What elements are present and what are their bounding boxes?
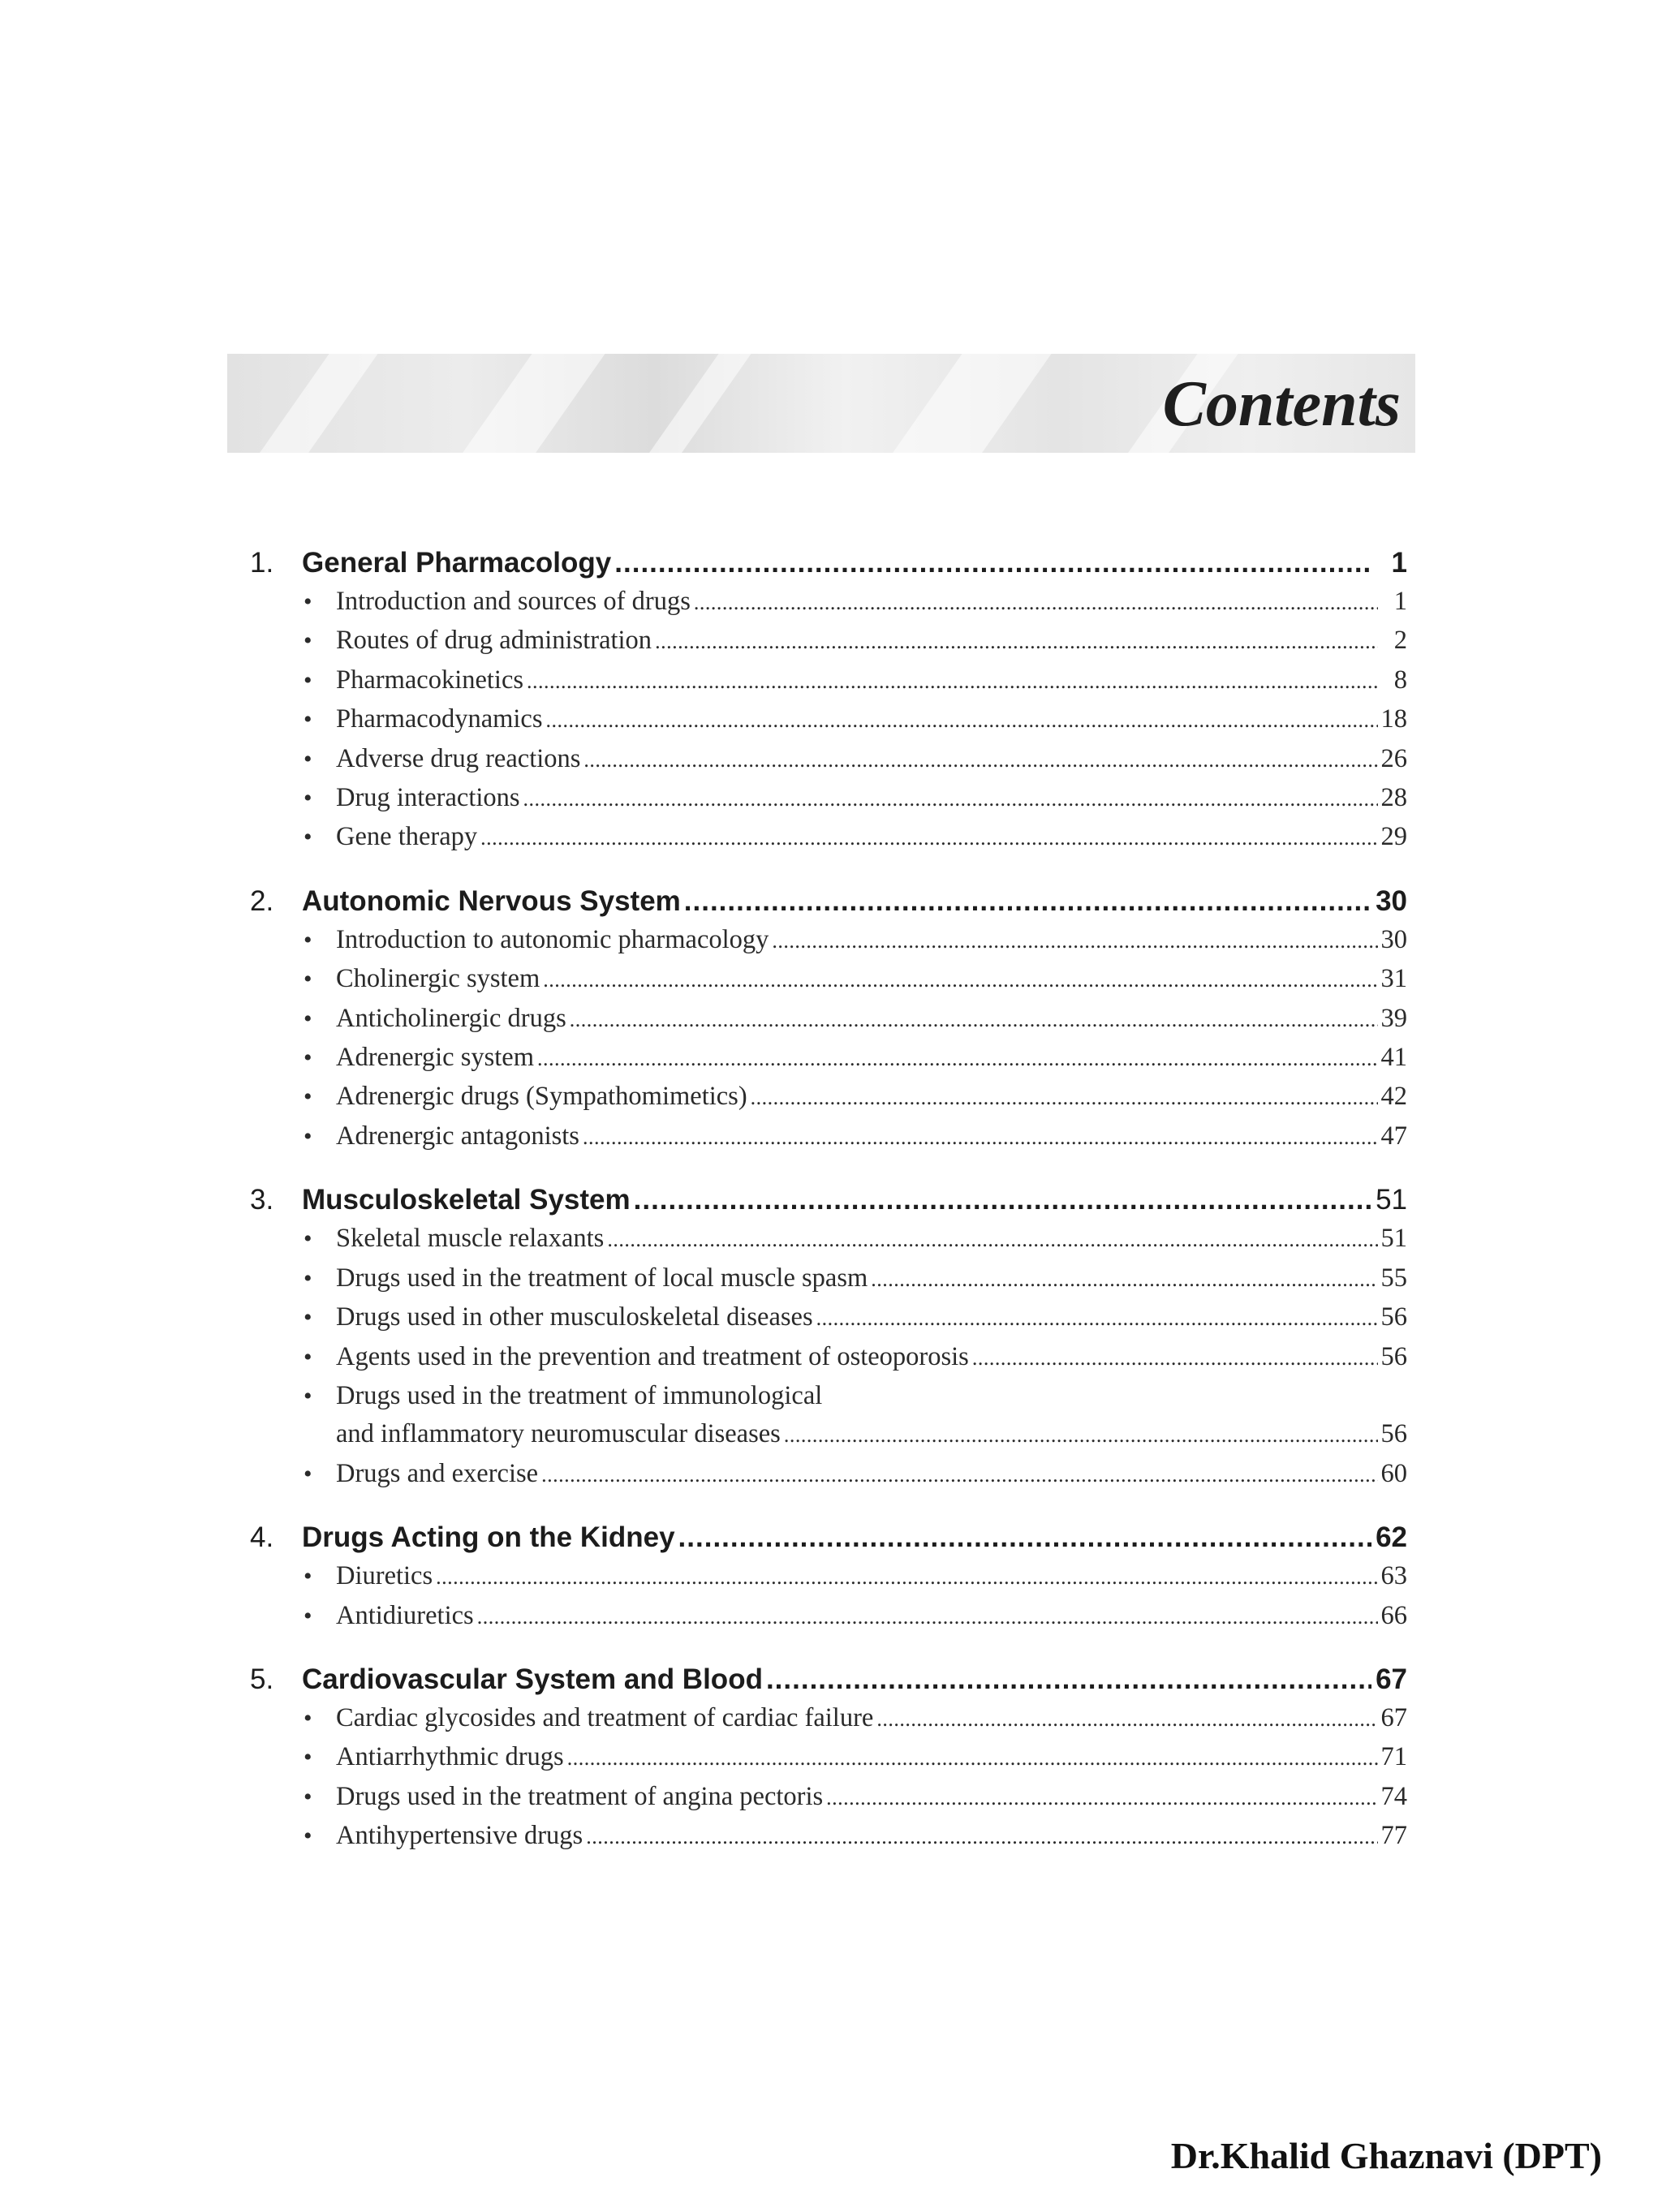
item-page-number: 71 — [1380, 1742, 1407, 1772]
item-page-number: 74 — [1380, 1781, 1407, 1811]
leader-dots — [816, 1298, 1378, 1337]
item-page-number: 2 — [1393, 626, 1407, 656]
leader-dots — [543, 960, 1377, 999]
toc-item[interactable] — [250, 921, 1407, 960]
item-title: Introduction to autonomic pharmacology — [336, 924, 769, 954]
leader-dots — [523, 779, 1378, 818]
chapter-page-number: 30 — [1376, 884, 1407, 917]
leader-dots — [607, 1220, 1377, 1259]
item-page-number: 56 — [1380, 1341, 1407, 1371]
item-page-number: 28 — [1380, 783, 1407, 813]
item-title: Pharmacokinetics — [336, 665, 524, 695]
toc-item[interactable] — [250, 1078, 1407, 1117]
table-of-contents — [250, 544, 1407, 1881]
item-page-number: 63 — [1380, 1561, 1407, 1591]
bullet-icon: • — [304, 785, 312, 812]
bullet-icon: • — [304, 966, 312, 993]
item-page-number: 29 — [1380, 822, 1407, 852]
item-page-number: 30 — [1380, 924, 1407, 954]
bullet-icon: • — [304, 1044, 312, 1072]
chapter-heading[interactable] — [250, 1181, 1407, 1220]
chapter-title: Autonomic Nervous System — [302, 884, 681, 917]
toc-item[interactable] — [250, 1377, 1407, 1415]
leader-dots — [586, 1817, 1377, 1856]
chapter-title: Musculoskeletal System — [302, 1184, 631, 1216]
chapter-heading[interactable] — [250, 544, 1407, 583]
item-title: Adrenergic drugs (Sympathomimetics) — [336, 1082, 747, 1112]
toc-item[interactable] — [250, 818, 1407, 857]
item-title: Drugs used in other musculoskeletal diseases — [336, 1302, 813, 1332]
chapter-heading[interactable] — [250, 1518, 1407, 1557]
toc-item[interactable] — [250, 1778, 1407, 1817]
toc-item[interactable] — [250, 661, 1407, 700]
toc-item[interactable] — [250, 583, 1407, 622]
toc-item[interactable] — [250, 1338, 1407, 1377]
toc-item[interactable] — [250, 1817, 1407, 1856]
item-title: Drugs used in the treatment of angina pectoris — [336, 1781, 824, 1811]
bullet-icon: • — [304, 1563, 312, 1590]
item-title: Adrenergic antagonists — [336, 1121, 579, 1151]
bullet-icon: • — [304, 1744, 312, 1771]
contents-banner — [227, 354, 1415, 453]
leader-dots — [583, 1117, 1378, 1156]
leader-dots — [876, 1699, 1377, 1738]
chapter-page-number: 1 — [1391, 547, 1407, 579]
toc-item[interactable] — [250, 779, 1407, 818]
bullet-icon: • — [304, 926, 312, 953]
banner-streak — [876, 354, 1062, 453]
item-page-number: 60 — [1380, 1458, 1407, 1488]
chapter-heading[interactable] — [250, 882, 1407, 921]
item-title: Antiarrhythmic drugs — [336, 1742, 564, 1772]
item-title: Skeletal muscle relaxants — [336, 1224, 605, 1254]
toc-chapter — [250, 882, 1407, 1156]
item-title: Diuretics — [336, 1561, 433, 1591]
banner-streak — [446, 354, 616, 453]
toc-item-continuation[interactable] — [250, 1415, 1407, 1454]
bullet-icon: • — [304, 1343, 312, 1371]
bullet-icon: • — [304, 1005, 312, 1032]
leader-dots — [537, 1039, 1378, 1078]
toc-item[interactable] — [250, 1000, 1407, 1039]
toc-item[interactable] — [250, 740, 1407, 779]
chapter-item-list — [250, 1699, 1407, 1857]
item-page-number: 47 — [1380, 1121, 1407, 1151]
toc-item[interactable] — [250, 1117, 1407, 1156]
chapter-title: Drugs Acting on the Kidney — [302, 1521, 675, 1554]
leader-dots — [694, 583, 1378, 622]
leader-dots — [751, 1078, 1378, 1117]
bullet-icon: • — [304, 745, 312, 772]
item-title: Drug interactions — [336, 783, 520, 813]
item-title: Antidiuretics — [336, 1600, 474, 1630]
leader-dots — [972, 1338, 1378, 1377]
item-page-number: 55 — [1380, 1263, 1407, 1293]
leader-dots — [546, 700, 1378, 739]
item-title: Routes of drug administration — [336, 626, 652, 656]
author-signature: Dr.Khalid Ghaznavi (DPT) — [1170, 2135, 1602, 2176]
leader-dots — [614, 544, 1371, 583]
bullet-icon: • — [304, 706, 312, 734]
chapter-item-list — [250, 921, 1407, 1156]
bullet-icon: • — [304, 627, 312, 655]
item-title: Pharmacodynamics — [336, 704, 543, 734]
bullet-icon: • — [304, 666, 312, 694]
toc-item[interactable] — [250, 1738, 1407, 1777]
toc-item[interactable] — [250, 960, 1407, 999]
bullet-icon: • — [304, 1382, 312, 1409]
bullet-icon: • — [304, 1225, 312, 1253]
item-title: Introduction and sources of drugs — [336, 587, 691, 616]
toc-item[interactable] — [250, 1699, 1407, 1738]
leader-dots — [527, 661, 1378, 700]
item-page-number: 51 — [1380, 1224, 1407, 1254]
toc-chapter — [250, 1660, 1407, 1857]
chapter-title: General Pharmacology — [302, 547, 612, 579]
item-page-number: 26 — [1380, 743, 1407, 773]
bullet-icon: • — [304, 1122, 312, 1150]
item-title: Cardiac glycosides and treatment of cardiac failure — [336, 1702, 874, 1732]
bullet-icon: • — [304, 1083, 312, 1111]
leader-dots — [766, 1660, 1371, 1699]
item-title: Adrenergic system — [336, 1043, 534, 1073]
item-page-number: 1 — [1393, 587, 1407, 616]
leader-dots — [477, 1597, 1378, 1636]
bullet-icon: • — [304, 1704, 312, 1732]
leader-dots — [784, 1415, 1378, 1454]
chapter-item-list — [250, 1557, 1407, 1636]
item-page-number: 18 — [1380, 704, 1407, 734]
toc-chapter — [250, 1518, 1407, 1636]
toc-item[interactable] — [250, 1220, 1407, 1259]
item-page-number: 39 — [1380, 1003, 1407, 1033]
toc-item[interactable] — [250, 1455, 1407, 1494]
item-page-number: 31 — [1380, 964, 1407, 994]
banner-streak — [243, 354, 389, 453]
toc-chapter — [250, 1181, 1407, 1494]
bullet-icon: • — [304, 824, 312, 851]
chapter-page-number: 67 — [1376, 1663, 1407, 1695]
leader-dots — [567, 1738, 1378, 1777]
leader-dots — [678, 1518, 1371, 1557]
item-title: Drugs and exercise — [336, 1458, 539, 1488]
leader-dots — [480, 818, 1377, 857]
item-page-number: 8 — [1393, 665, 1407, 695]
bullet-icon: • — [304, 1264, 312, 1292]
chapter-title: Cardiovascular System and Blood — [302, 1663, 763, 1695]
bullet-icon: • — [304, 588, 312, 615]
bullet-icon: • — [304, 1783, 312, 1810]
chapter-page-number: 51 — [1376, 1184, 1407, 1216]
toc-item[interactable] — [250, 1039, 1407, 1078]
bullet-icon: • — [304, 1823, 312, 1850]
item-page-number: 66 — [1380, 1600, 1407, 1630]
item-title: Drugs used in the treatment of immunological — [336, 1380, 823, 1410]
leader-dots — [655, 622, 1378, 661]
leader-dots — [570, 1000, 1378, 1039]
chapter-number: 3. — [250, 1184, 274, 1216]
leader-dots — [826, 1778, 1377, 1817]
chapter-number: 2. — [250, 884, 274, 917]
chapter-number: 5. — [250, 1663, 274, 1695]
item-title: Anticholinergic drugs — [336, 1003, 566, 1033]
leader-dots — [541, 1455, 1377, 1494]
chapter-heading[interactable] — [250, 1660, 1407, 1699]
bullet-icon: • — [304, 1460, 312, 1487]
toc-item[interactable] — [250, 1557, 1407, 1596]
banner-streak — [633, 354, 762, 453]
toc-item[interactable] — [250, 1597, 1407, 1636]
item-title: Agents used in the prevention and treatment of osteoporosis — [336, 1341, 969, 1371]
item-title: Adverse drug reactions — [336, 743, 581, 773]
toc-item[interactable] — [250, 700, 1407, 739]
leader-dots — [583, 740, 1377, 779]
leader-dots — [634, 1181, 1371, 1220]
toc-item[interactable] — [250, 1298, 1407, 1337]
item-page-number: 56 — [1380, 1302, 1407, 1332]
leader-dots — [436, 1557, 1377, 1596]
item-page-number: 41 — [1380, 1043, 1407, 1073]
item-title-line2: and inflammatory neuromuscular diseases — [336, 1419, 781, 1449]
item-page-number: 77 — [1380, 1821, 1407, 1851]
bullet-icon: • — [304, 1304, 312, 1332]
chapter-item-list — [250, 583, 1407, 858]
toc-item[interactable] — [250, 622, 1407, 661]
toc-chapter — [250, 544, 1407, 858]
page-title: Contents — [1162, 368, 1401, 440]
leader-dots — [772, 921, 1377, 960]
item-title: Antihypertensive drugs — [336, 1821, 583, 1851]
chapter-number: 1. — [250, 547, 274, 579]
bullet-icon: • — [304, 1602, 312, 1629]
toc-item[interactable] — [250, 1259, 1407, 1298]
leader-dots — [871, 1259, 1377, 1298]
item-page-number: 42 — [1380, 1082, 1407, 1112]
chapter-page-number: 62 — [1376, 1521, 1407, 1554]
leader-dots — [684, 882, 1371, 921]
chapter-item-list — [250, 1220, 1407, 1494]
item-page-number: 56 — [1380, 1419, 1407, 1449]
item-title: Cholinergic system — [336, 964, 540, 994]
item-title: Gene therapy — [336, 822, 478, 852]
chapter-number: 4. — [250, 1521, 274, 1554]
item-page-number: 67 — [1380, 1702, 1407, 1732]
item-title: Drugs used in the treatment of local muscle spasm — [336, 1263, 868, 1293]
